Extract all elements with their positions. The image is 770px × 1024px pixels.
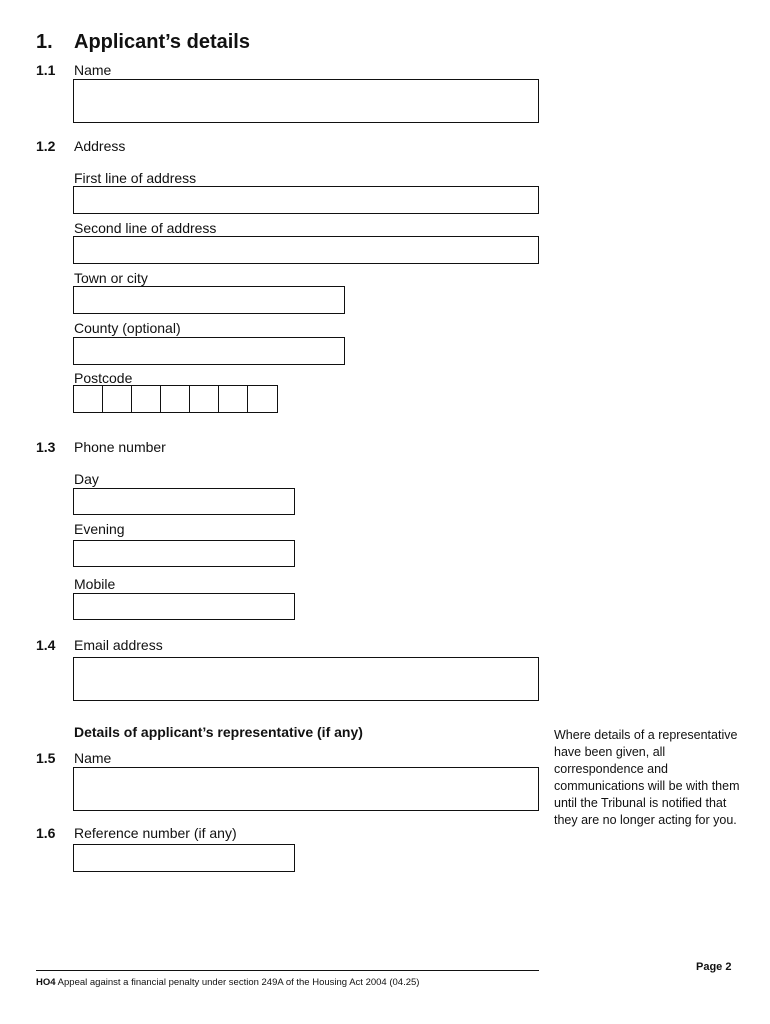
section-title: Applicant’s details — [74, 31, 250, 53]
postcode-cell[interactable] — [161, 386, 190, 412]
phone-day-input[interactable] — [73, 488, 295, 515]
rep-name-input[interactable] — [73, 767, 539, 811]
county-input[interactable] — [73, 337, 345, 365]
postcode-cell[interactable] — [103, 386, 132, 412]
phone-day-label: Day — [74, 471, 99, 487]
footer-divider — [36, 970, 539, 971]
representative-note: Where details of a representative have been given, all correspondence and communications will be with them until the Tribunal is notified that they are no longer acting for you. — [554, 728, 740, 827]
email-label: Email address — [74, 637, 163, 653]
postcode-input[interactable] — [73, 385, 278, 413]
phone-evening-input[interactable] — [73, 540, 295, 567]
postcode-cell[interactable] — [132, 386, 161, 412]
reference-input[interactable] — [73, 844, 295, 872]
field-number-email: 1.4 — [36, 637, 56, 653]
reference-label: Reference number (if any) — [74, 825, 237, 841]
name-input[interactable] — [73, 79, 539, 123]
form-code: HO4 — [36, 977, 56, 988]
address-line1-input[interactable] — [73, 186, 539, 214]
town-input[interactable] — [73, 286, 345, 314]
phone-evening-label: Evening — [74, 521, 125, 537]
address-label: Address — [74, 138, 126, 154]
town-label: Town or city — [74, 270, 148, 286]
field-number-rep-name: 1.5 — [36, 750, 56, 766]
postcode-cell[interactable] — [190, 386, 219, 412]
field-number-phone: 1.3 — [36, 439, 56, 455]
field-number-address: 1.2 — [36, 138, 56, 154]
address-line2-input[interactable] — [73, 236, 539, 264]
section-number: 1. — [36, 31, 53, 53]
rep-name-label: Name — [74, 750, 112, 766]
footer — [36, 977, 419, 988]
postcode-cell[interactable] — [74, 386, 103, 412]
field-number-name: 1.1 — [36, 62, 56, 78]
postcode-label: Postcode — [74, 370, 133, 386]
form-title: Appeal against a financial penalty under section 249A of the Housing Act 2004 (04.25) — [55, 977, 420, 988]
page-number: Page 2 — [696, 961, 732, 973]
phone-label: Phone number — [74, 439, 166, 455]
phone-mobile-label: Mobile — [74, 576, 116, 592]
field-number-reference: 1.6 — [36, 825, 56, 841]
address-line1-label: First line of address — [74, 170, 197, 186]
postcode-cell[interactable] — [248, 386, 277, 412]
email-input[interactable] — [73, 657, 539, 701]
postcode-cell[interactable] — [219, 386, 248, 412]
representative-heading: Details of applicant’s representative (if any) — [74, 724, 363, 740]
address-line2-label: Second line of address — [74, 220, 217, 236]
phone-mobile-input[interactable] — [73, 593, 295, 620]
county-label: County (optional) — [74, 320, 181, 336]
name-label: Name — [74, 62, 112, 78]
